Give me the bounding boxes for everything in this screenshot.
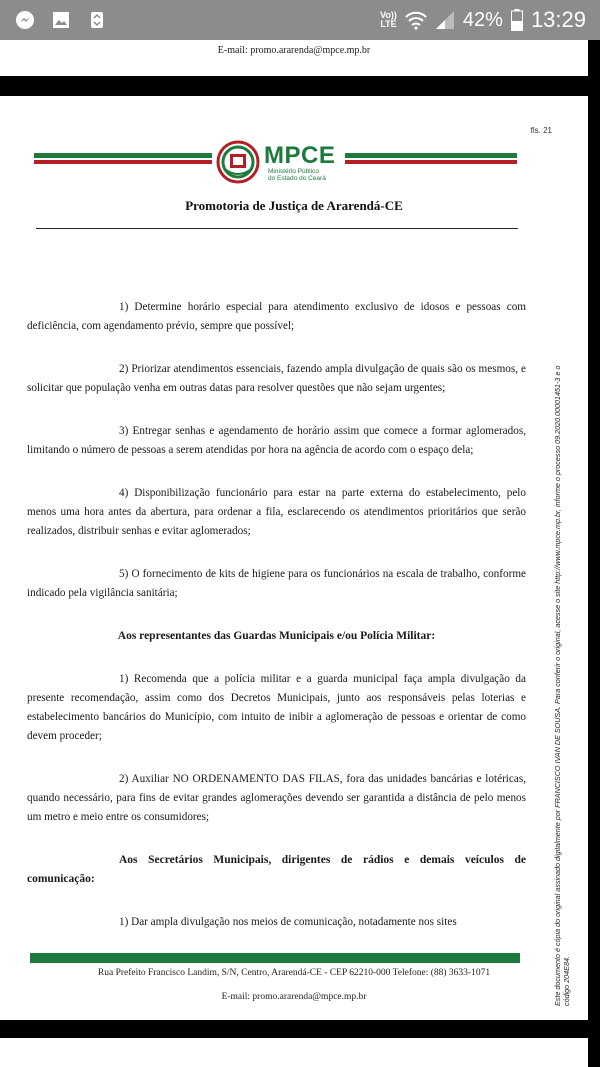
document-body (27, 298, 526, 932)
paragraph: 1) Recomenda que a polícia militar e a guarda municipal faça ampla divulgação da presente recomendação, assim como dos Decretos Municipais, junto aos responsáveis pelas loterias e estabelecimento bancários do Município, com intuito de inibir a aglomeração de pessoas e orientar de como devem proceder; (27, 673, 526, 742)
footer-address: Rua Prefeito Francisco Landim, S/N, Centro, Ararendá-CE - CEP 62210-000 Telefone: (88) 3633-1071 (97, 968, 491, 978)
messenger-icon (14, 9, 36, 31)
paragraph: 1) Determine horário especial para atendimento exclusivo de idosos e pessoas com deficiência, com agendamento prévio, sempre que possível; (27, 301, 526, 332)
logo-subtitle: Ministério Público do Estado do Ceará (268, 168, 326, 182)
paragraph: 3) Entregar senhas e agendamento de horário assim que comece a formar aglomerados, limitando o número de pessoas a serem atendidas por hora na agência de acordo com o espaço dela; (27, 425, 526, 456)
next-page (0, 1038, 588, 1067)
paragraph: 2) Priorizar atendimentos essenciais, fazendo ampla divulgação de quais são os mesmos, e solicitar que população venha em outras datas para resolver questões que não sejam urgentes; (27, 363, 526, 394)
wifi-icon (405, 10, 427, 30)
signal-icon (435, 10, 455, 30)
section-heading: Aos Secretários Municipais, dirigentes de rádios e demais veículos de comunicação: (27, 854, 526, 885)
gallery-icon (50, 9, 72, 31)
clock: 13:29 (530, 7, 586, 32)
battery-percent: 42% (462, 8, 503, 31)
page-number: fls. 21 (530, 126, 552, 135)
header-stripe-right (345, 153, 517, 164)
header-stripe-left (34, 153, 212, 164)
footer-stripe (30, 953, 520, 963)
paragraph: 5) O fornecimento de kits de higiene para os funcionários na escala de trabalho, conforme indicado pela vigilância sanitária; (27, 568, 526, 599)
recycle-icon (86, 9, 108, 31)
paragraph: 2) Auxiliar NO ORDENAMENTO DAS FILAS, fora das unidades bancárias e lotéricas, quando necessário, para fins de evitar grandes aglomerações devendo ser garantida a distância de pelo menos um metro e meio entre os consumidores; (27, 773, 526, 823)
status-bar (0, 0, 600, 40)
digital-signature-note: Este documento é cópia do original assinado digitalmente por FRANCISCO IVAN DE SOUSA. Para conferir o original, acesse o site http://www.mpce.mp.br, informe o processo 09.2020.00001451-3 e o código 204E84. (553, 365, 571, 1006)
paragraph: 1) Dar ampla divulgação nos meios de comunicação, notadamente nos sites (119, 916, 457, 928)
document-page[interactable] (0, 96, 588, 1020)
battery-icon (511, 9, 523, 31)
previous-page (0, 40, 588, 76)
footer-email: E-mail: promo.ararenda@mpce.mp.br (221, 992, 367, 1002)
mpce-logo (216, 140, 346, 186)
office-title: Promotoria de Justiça de Ararendá-CE (185, 198, 403, 213)
previous-page-email: E-mail: promo.ararenda@mpce.mp.br (217, 45, 371, 56)
section-heading: Aos representantes das Guardas Municipais e/ou Polícia Militar: (117, 630, 436, 642)
volte-indicator: Vo)) LTE (380, 10, 397, 29)
seal-icon (216, 140, 260, 184)
logo-name: MPCE (264, 142, 336, 169)
paragraph: 4) Disponibilização funcionário para estar na parte externa do estabelecimento, pelo menos uma hora antes da abertura, para ordenar a fila, esclarecendo os atendimentos prioritários que serão realizados, distribuir senhas e evitar aglomerados; (27, 487, 526, 537)
title-divider (36, 228, 518, 229)
